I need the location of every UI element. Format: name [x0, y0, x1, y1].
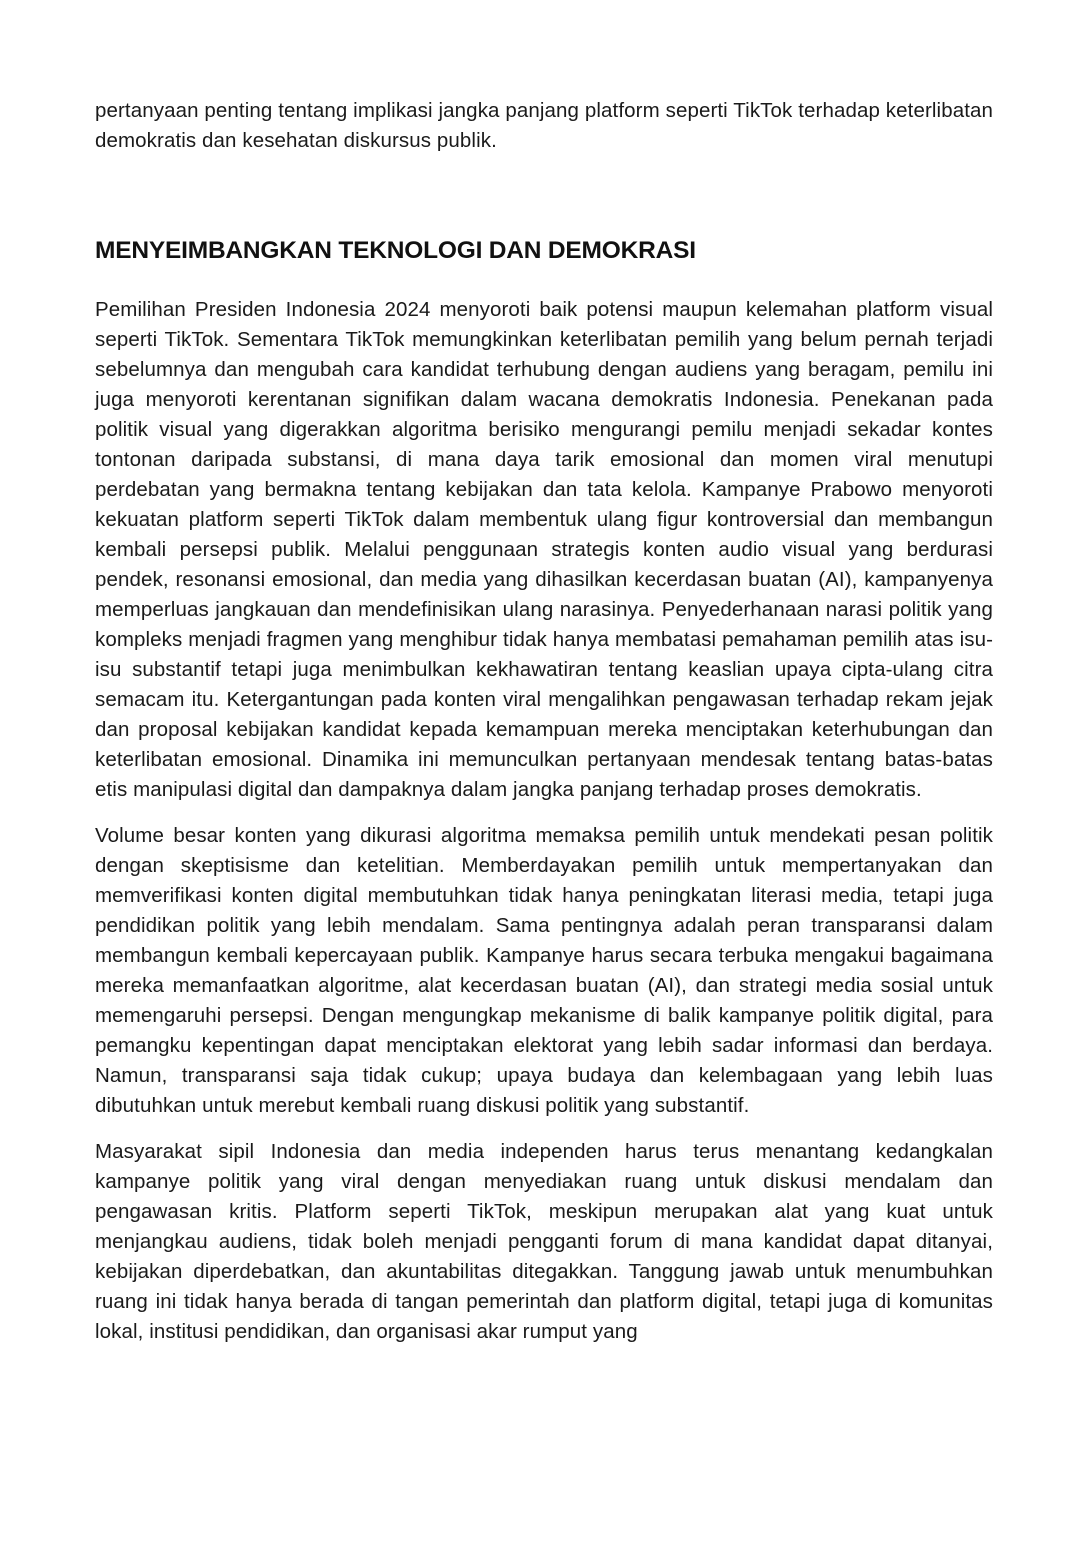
body-paragraph-2: Volume besar konten yang dikurasi algoritma memaksa pemilih untuk mendekati pesan politik dengan skeptisisme dan ketelitian. Memberdayakan pemilih untuk mempertanyakan dan memverifikasi konten digital membutuhkan tidak hanya peningkatan literasi media, tetapi juga pendidikan politik yang lebih mendalam. Sama pentingnya adalah peran transparansi dalam membangun kembali kepercayaan publik. Kampanye harus secara terbuka mengakui bagaimana mereka memanfaatkan algoritme, alat kecerdasan buatan (AI), dan strategi media sosial untuk memengaruhi persepsi. Dengan mengungkap mekanisme di balik kampanye politik digital, para pemangku kepentingan dapat menciptakan elektorat yang lebih sadar informasi dan berdaya. Namun, transparansi saja tidak cukup; upaya budaya dan kelembagaan yang lebih luas dibutuhkan untuk merebut kembali ruang diskusi politik yang substantif.: [95, 824, 993, 1117]
body-paragraph-3: Masyarakat sipil Indonesia dan media independen harus terus menantang kedangkalan kampanye politik yang viral dengan menyediakan ruang untuk diskusi mendalam dan pengawasan kritis. Platform seperti TikTok, meskipun merupakan alat yang kuat untuk menjangkau audiens, tidak boleh menjadi pengganti forum di mana kandidat dapat ditanyai, kebijakan diperdebatkan, dan akuntabilitas ditegakkan. Tanggung jawab untuk menumbuhkan ruang ini tidak hanya berada di tangan pemerintah dan platform digital, tetapi juga di komunitas lokal, institusi pendidikan, dan organisasi akar rumput yang: [95, 1140, 993, 1343]
opening-paragraph: pertanyaan penting tentang implikasi jangka panjang platform seperti TikTok terhadap keterlibatan demokratis dan kesehatan diskursus publik.: [95, 99, 993, 152]
document-page: [95, 96, 993, 1347]
section-heading: MENYEIMBANGKAN TEKNOLOGI DAN DEMOKRASI: [95, 237, 696, 264]
body-paragraph-1: Pemilihan Presiden Indonesia 2024 menyoroti baik potensi maupun kelemahan platform visual seperti TikTok. Sementara TikTok memungkinkan keterlibatan pemilih yang belum pernah terjadi sebelumnya dan mengubah cara kandidat terhubung dengan audiens yang beragam, pemilu ini juga menyoroti kerentanan signifikan dalam wacana demokratis Indonesia. Penekanan pada politik visual yang digerakkan algoritma berisiko mengurangi pemilu menjadi sekadar kontes tontonan daripada substansi, di mana daya tarik emosional dan momen viral menutupi perdebatan yang bermakna tentang kebijakan dan tata kelola. Kampanye Prabowo menyoroti kekuatan platform seperti TikTok dalam membentuk ulang figur kontroversial dan membangun kembali persepsi publik. Melalui penggunaan strategis konten audio visual yang berdurasi pendek, resonansi emosional, dan media yang dihasilkan kecerdasan buatan (AI), kampanyenya memperluas jangkauan dan mendefinisikan ulang narasinya. Penyederhanaan narasi politik yang kompleks menjadi fragmen yang menghibur tidak hanya membatasi pemahaman pemilih atas isu-isu substantif tetapi juga menimbulkan kekhawatiran tentang keaslian upaya cipta-ulang citra semacam itu. Ketergantungan pada konten viral mengalihkan pengawasan terhadap rekam jejak dan proposal kebijakan kandidat kepada kemampuan mereka menciptakan keterhubungan dan keterlibatan emosional. Dinamika ini memunculkan pertanyaan mendesak tentang batas-batas etis manipulasi digital dan dampaknya dalam jangka panjang terhadap proses demokratis.: [95, 298, 993, 801]
